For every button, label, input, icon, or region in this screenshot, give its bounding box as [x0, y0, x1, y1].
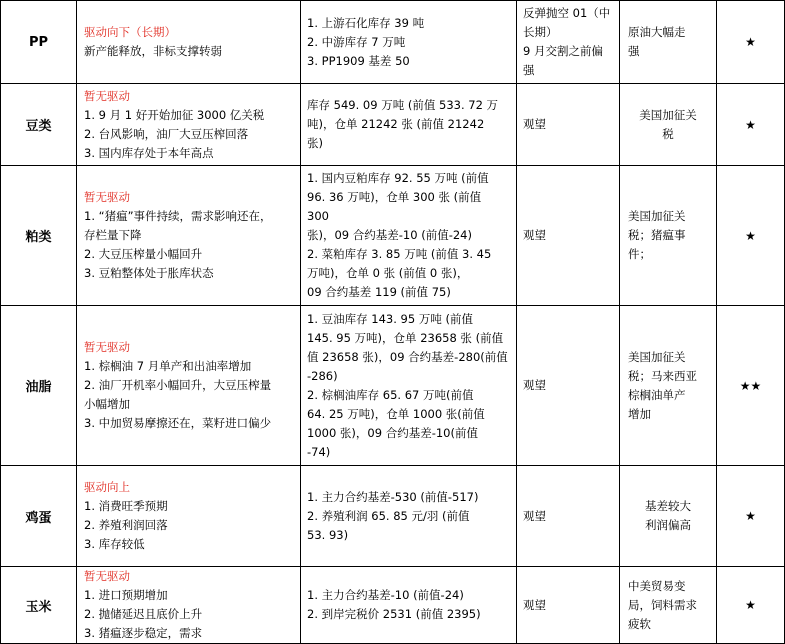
table-row [1, 567, 785, 644]
star-rating-icon: ★ [717, 166, 785, 306]
fundamentals-cell [301, 466, 517, 567]
risk-line: 美国加征关 [639, 107, 697, 122]
fundamentals-line: 2. 棕榈油库存 65. 67 万吨(前值 [307, 387, 474, 402]
driver-line: 2. 油厂开机率小幅回升，大豆压榨量 [84, 378, 272, 392]
risk-line: 基差较大 [645, 499, 691, 513]
table-row [1, 306, 785, 466]
strategy-line: 观望 [523, 117, 546, 131]
category-cell: PP [1, 1, 77, 84]
fundamentals-line: 1. 豆油库存 143. 95 万吨 (前值 [307, 311, 473, 326]
driver-line: 小幅增加 [84, 397, 130, 411]
strategy-line: 观望 [523, 228, 546, 242]
risk-line: 原油大幅走 [628, 25, 686, 39]
star-rating-icon: ★ [717, 466, 785, 567]
star-rating-icon: ★ [717, 567, 785, 644]
fundamentals-cell [301, 306, 517, 466]
driver-line: 3. 库存较低 [84, 537, 145, 551]
driver-cell [77, 166, 301, 306]
driver-line: 2. 养殖利润回落 [84, 518, 168, 532]
driver-line: 存栏量下降 [84, 228, 142, 242]
fundamentals-line: 库存 549. 09 万吨 (前值 533. 72 万 [307, 98, 499, 112]
risk-line: 件； [628, 247, 651, 261]
risk-line: 税 [662, 126, 674, 141]
driver-direction: 暂无驱动 [84, 88, 130, 103]
risk-line: 美国加征关 [628, 209, 686, 223]
driver-line: 2. 大豆压榨量小幅回升 [84, 247, 203, 261]
strategy-cell [517, 166, 620, 306]
risk-line: 疲软 [628, 616, 651, 631]
fundamentals-line: 09 合约基差 119 (前值 75) [307, 285, 451, 299]
fundamentals-line: 53. 93) [307, 527, 349, 542]
fundamentals-line: 2. 养殖利润 65. 85 元/羽 (前值 [307, 508, 470, 523]
fundamentals-line: 2. 到岸完税价 2531 (前值 2395) [307, 607, 481, 621]
fundamentals-line: 1. 国内豆粕库存 92. 55 万吨 (前值 [307, 171, 489, 185]
category-cell: 油脂 [1, 306, 77, 466]
driver-line: 3. 中加贸易摩擦还在，菜籽进口偏少 [84, 416, 272, 430]
strategy-line: 长期） [523, 25, 558, 39]
fundamentals-line: 张)，09 合约基差-10 (前值-24) [307, 228, 472, 242]
driver-direction: 驱动向下（长期） [84, 25, 176, 39]
driver-line: 1. 消费旺季预期 [84, 499, 168, 513]
driver-line: 1. 9 月 1 好开始加征 3000 亿关税 [84, 107, 265, 122]
category-cell: 玉米 [1, 567, 77, 644]
risk-cell [620, 1, 717, 84]
driver-direction: 暂无驱动 [84, 340, 130, 354]
fundamentals-line: 1. 主力合约基差-530 (前值-517) [307, 489, 479, 504]
risk-line: 利润偏高 [645, 518, 691, 532]
fundamentals-line: 万吨)，仓单 0 张 (前值 0 张)， [307, 266, 469, 280]
risk-line: 强 [628, 44, 640, 58]
star-rating-icon: ★ [717, 1, 785, 84]
fundamentals-line: 1000 张)，09 合约基差-10(前值 [307, 425, 478, 440]
driver-line: 2. 抛储延迟且底价上升 [84, 607, 203, 621]
driver-cell [77, 466, 301, 567]
fundamentals-line: 1. 主力合约基差-10 (前值-24) [307, 588, 464, 602]
driver-direction: 暂无驱动 [84, 190, 130, 204]
fundamentals-line: 值 23658 张)，09 合约基差-280(前值 [307, 349, 508, 364]
risk-cell [620, 166, 717, 306]
fundamentals-line: 96. 36 万吨)，仓单 300 张 (前值 [307, 190, 482, 204]
fundamentals-cell [301, 1, 517, 84]
risk-line: 局，饲料需求 [628, 597, 697, 612]
driver-cell [77, 306, 301, 466]
strategy-line: 观望 [523, 508, 546, 523]
risk-line: 税；猪瘟事 [628, 228, 686, 242]
driver-cell [77, 84, 301, 166]
risk-line: 税；马来西亚 [628, 368, 697, 383]
risk-line: 中美贸易变 [628, 578, 686, 593]
strategy-line: 观望 [523, 378, 546, 392]
driver-cell [77, 567, 301, 644]
strategy-cell [517, 1, 620, 84]
fundamentals-line: 64. 25 万吨)，仓单 1000 张(前值 [307, 406, 485, 421]
fundamentals-line: -286) [307, 368, 338, 383]
risk-cell [620, 84, 717, 166]
fundamentals-line: 145. 95 万吨)，仓单 23658 张 (前值 [307, 330, 504, 345]
driver-line: 新产能释放，非标支撑转弱 [84, 44, 222, 58]
risk-cell [620, 466, 717, 567]
fundamentals-cell [301, 567, 517, 644]
table-row [1, 466, 785, 567]
driver-line: 3. 豆粕整体处于胀库状态 [84, 266, 214, 280]
star-rating-icon: ★★ [717, 306, 785, 466]
fundamentals-cell [301, 166, 517, 306]
table-row [1, 166, 785, 306]
driver-cell [77, 1, 301, 84]
risk-cell [620, 567, 717, 644]
table-row [1, 1, 785, 84]
driver-line: 3. 国内库存处于本年高点 [84, 145, 214, 160]
driver-direction: 暂无驱动 [84, 569, 130, 583]
driver-direction: 驱动向上 [84, 480, 130, 494]
strategy-cell [517, 84, 620, 166]
risk-line: 棕榈油单产 [628, 387, 686, 402]
driver-line: 2. 台风影响，油厂大豆压榨回落 [84, 126, 249, 141]
strategy-cell [517, 466, 620, 567]
fundamentals-line: 吨)，仓单 21242 张 (前值 21242 [307, 117, 485, 131]
fundamentals-line: 2. 菜粕库存 3. 85 万吨 (前值 3. 45 [307, 247, 492, 261]
risk-line: 增加 [628, 406, 651, 421]
strategy-line: 观望 [523, 597, 546, 612]
fundamentals-line: 张) [307, 136, 323, 150]
risk-cell [620, 306, 717, 466]
driver-line: 1. 棕榈油 7 月单产和出油率增加 [84, 359, 252, 373]
strategy-line: 9 月交割之前偏 [523, 44, 603, 58]
category-cell: 鸡蛋 [1, 466, 77, 567]
strategy-line: 强 [523, 63, 535, 77]
driver-line: 1. 进口预期增加 [84, 588, 168, 602]
table-row [1, 84, 785, 166]
fundamentals-cell [301, 84, 517, 166]
fundamentals-line: 3. PP1909 基差 50 [307, 53, 410, 68]
driver-line: 1. “猪瘟”事件持续，需求影响还在， [84, 209, 272, 223]
category-cell: 豆类 [1, 84, 77, 166]
risk-line: 美国加征关 [628, 349, 686, 364]
strategy-line: 反弹抛空 01（中 [523, 6, 611, 20]
fundamentals-line: 1. 上游石化库存 39 吨 [307, 15, 425, 30]
strategy-cell [517, 306, 620, 466]
driver-line: 3. 猪瘟逐步稳定，需求 [84, 626, 203, 640]
strategy-cell [517, 567, 620, 644]
fundamentals-line: -74) [307, 444, 331, 459]
star-rating-icon: ★ [717, 84, 785, 166]
fundamentals-line: 2. 中游库存 7 万吨 [307, 34, 406, 49]
fundamentals-line: 300 [307, 209, 329, 223]
category-cell: 粕类 [1, 166, 77, 306]
